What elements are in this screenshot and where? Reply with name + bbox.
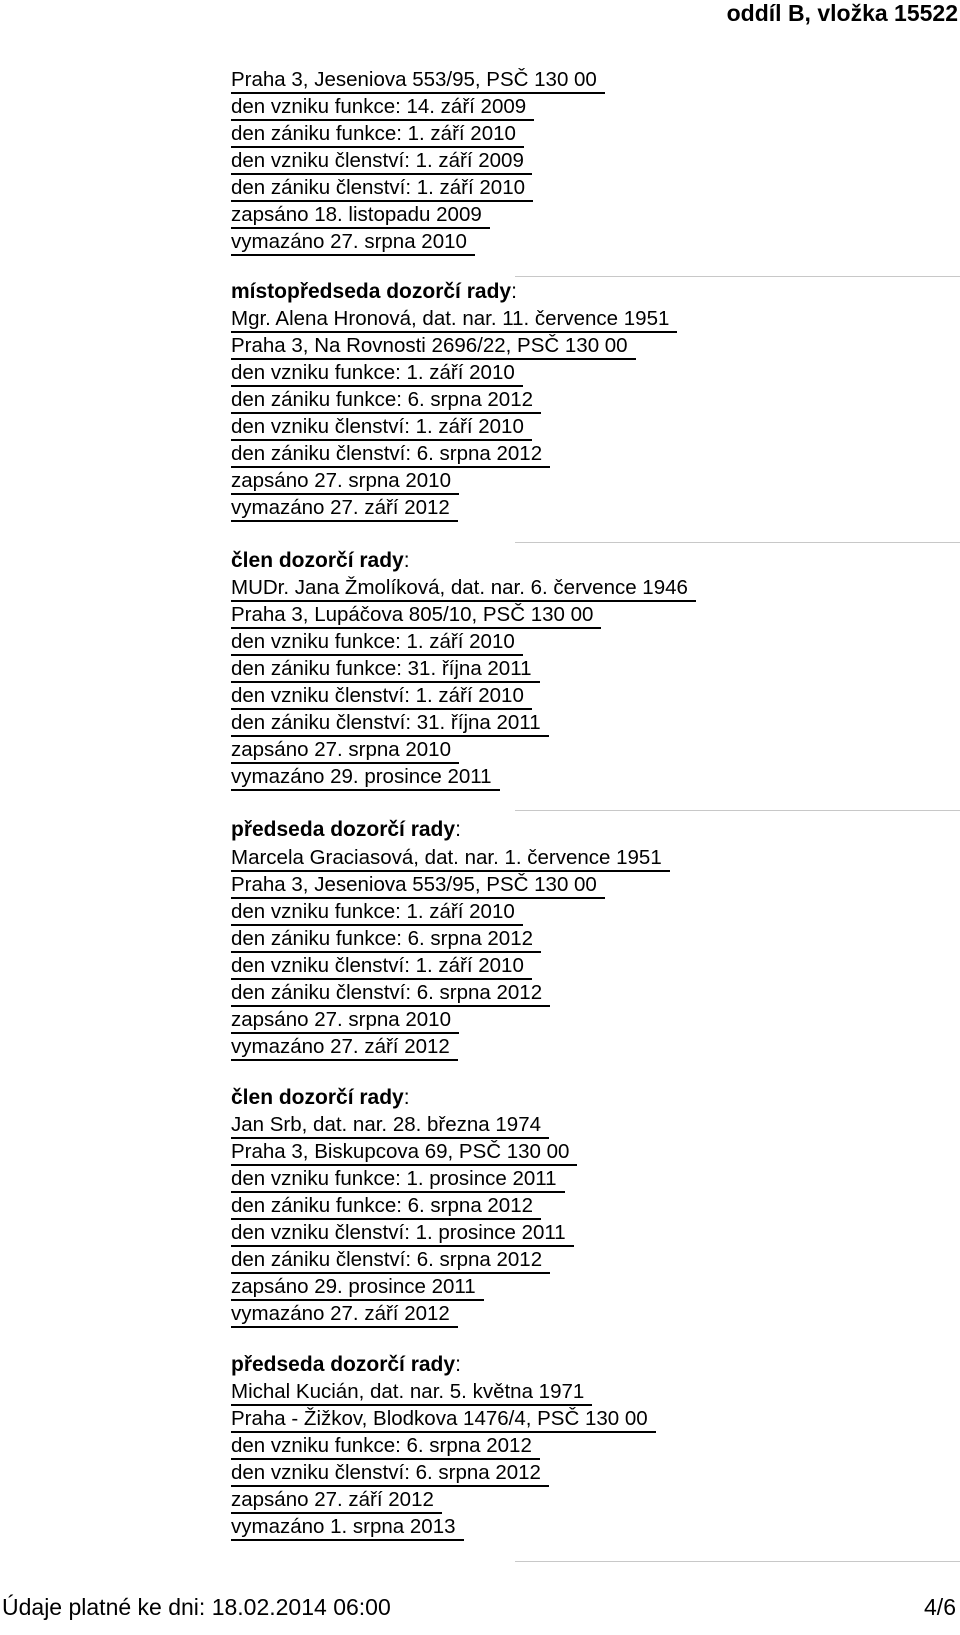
record-line: Praha 3, Jeseniova 553/95, PSČ 130 00 (231, 873, 605, 899)
record-line: zapsáno 27. srpna 2010 (231, 1008, 459, 1034)
record-line: zapsáno 27. září 2012 (231, 1488, 442, 1514)
record-line: den vzniku členství: 6. srpna 2012 (231, 1461, 549, 1487)
record-line: Praha 3, Na Rovnosti 2696/22, PSČ 130 00 (231, 334, 636, 360)
record-line: den vzniku členství: 1. září 2010 (231, 954, 532, 980)
record-line: vymazáno 27. září 2012 (231, 1035, 458, 1061)
record-line: den vzniku funkce: 14. září 2009 (231, 95, 534, 121)
record-line: Praha 3, Biskupcova 69, PSČ 130 00 (231, 1140, 577, 1166)
record-line: den zániku členství: 6. srpna 2012 (231, 442, 550, 468)
record-line: den zániku funkce: 31. října 2011 (231, 657, 540, 683)
record-line: den zániku členství: 6. srpna 2012 (231, 1248, 550, 1274)
role-heading: předseda dozorčí rady: (231, 1353, 461, 1376)
record-line: Praha 3, Lupáčova 805/10, PSČ 130 00 (231, 603, 601, 629)
role-title: předseda dozorčí rady (231, 818, 456, 841)
record-line: vymazáno 27. září 2012 (231, 1302, 458, 1328)
role-title: člen dozorčí rady (231, 549, 404, 572)
role-title: místopředseda dozorčí rady (231, 280, 512, 303)
record-line: vymazáno 1. srpna 2013 (231, 1515, 464, 1541)
record-line: MUDr. Jana Žmolíková, dat. nar. 6. července 1946 (231, 576, 696, 602)
record-line: zapsáno 27. srpna 2010 (231, 738, 459, 764)
record-line: den vzniku funkce: 1. září 2010 (231, 361, 523, 387)
record-line: zapsáno 29. prosince 2011 (231, 1275, 484, 1301)
section-separator (515, 810, 960, 811)
record-line: den zániku funkce: 6. srpna 2012 (231, 1194, 541, 1220)
record-line: Jan Srb, dat. nar. 28. března 1974 (231, 1113, 549, 1139)
role-heading: člen dozorčí rady: (231, 549, 410, 572)
validity-date: Údaje platné ke dni: 18.02.2014 06:00 (2, 1594, 391, 1620)
document-header: oddíl B, vložka 15522 (726, 0, 958, 26)
record-line: vymazáno 29. prosince 2011 (231, 765, 500, 791)
section-separator (515, 1561, 960, 1562)
record-line: den vzniku členství: 1. září 2010 (231, 415, 532, 441)
record-line: zapsáno 18. listopadu 2009 (231, 203, 490, 229)
record-line: Michal Kucián, dat. nar. 5. května 1971 (231, 1380, 592, 1406)
record-line: den vzniku funkce: 6. srpna 2012 (231, 1434, 540, 1460)
record-line: Mgr. Alena Hronová, dat. nar. 11. července 1951 (231, 307, 677, 333)
record-line: Marcela Graciasová, dat. nar. 1. července 1951 (231, 846, 670, 872)
section-separator (515, 276, 960, 277)
record-line: den vzniku členství: 1. září 2010 (231, 684, 532, 710)
record-line: Praha 3, Jeseniova 553/95, PSČ 130 00 (231, 68, 605, 94)
role-title: člen dozorčí rady (231, 1086, 404, 1109)
record-line: den zániku členství: 1. září 2010 (231, 176, 533, 202)
record-line: zapsáno 27. srpna 2010 (231, 469, 459, 495)
page-number: 4/6 (924, 1594, 956, 1620)
record-line: den zániku členství: 6. srpna 2012 (231, 981, 550, 1007)
record-line: den vzniku funkce: 1. září 2010 (231, 630, 523, 656)
record-line: vymazáno 27. srpna 2010 (231, 230, 475, 256)
role-heading: místopředseda dozorčí rady: (231, 280, 517, 303)
section-separator (515, 542, 960, 543)
record-line: den vzniku členství: 1. prosince 2011 (231, 1221, 574, 1247)
record-line: den zániku funkce: 6. srpna 2012 (231, 388, 541, 414)
role-heading: předseda dozorčí rady: (231, 818, 461, 841)
record-line: Praha - Žižkov, Blodkova 1476/4, PSČ 130 00 (231, 1407, 656, 1433)
role-heading: člen dozorčí rady: (231, 1086, 410, 1109)
record-line: den vzniku funkce: 1. září 2010 (231, 900, 523, 926)
record-line: den zániku funkce: 6. srpna 2012 (231, 927, 541, 953)
record-line: den zániku členství: 31. října 2011 (231, 711, 549, 737)
record-line: den zániku funkce: 1. září 2010 (231, 122, 524, 148)
record-line: den vzniku funkce: 1. prosince 2011 (231, 1167, 565, 1193)
record-line: vymazáno 27. září 2012 (231, 496, 458, 522)
role-title: předseda dozorčí rady (231, 1353, 456, 1376)
record-line: den vzniku členství: 1. září 2009 (231, 149, 532, 175)
